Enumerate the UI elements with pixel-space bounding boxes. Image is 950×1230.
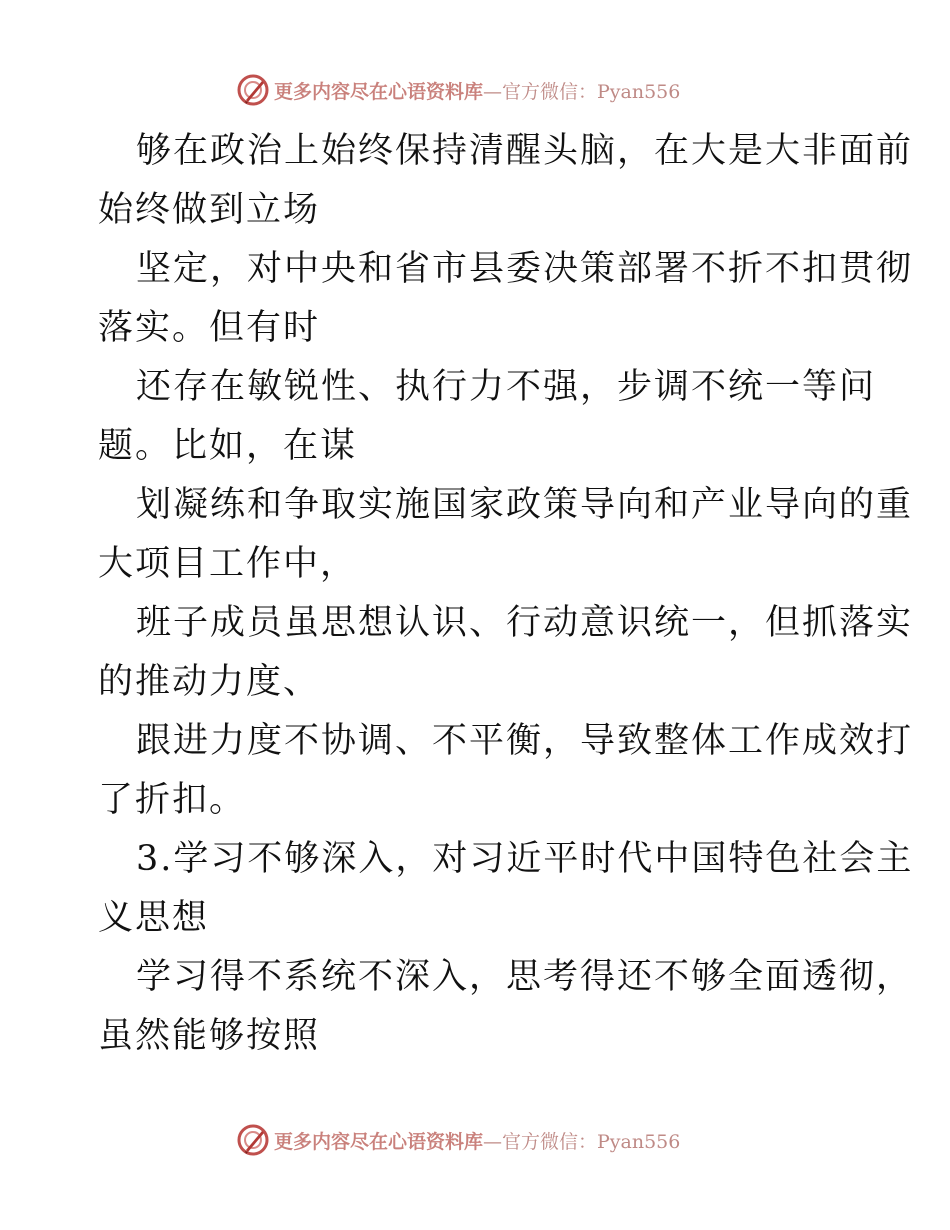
paragraph (98, 830, 914, 948)
paragraph (98, 358, 877, 476)
text-line: 始终做到立场 (98, 190, 321, 230)
watermark-text (274, 1127, 680, 1154)
text-line: 还存在敏锐性、执行力不强，步调不统一等问 (136, 367, 877, 407)
text-line: 的推动力度、 (98, 662, 321, 702)
watermark-text (274, 77, 680, 104)
watermark-main: 更多内容尽在心语资料库 (274, 80, 484, 103)
watermark-main: 更多内容尽在心语资料库 (274, 1130, 484, 1153)
pen-logo-icon (236, 73, 270, 107)
watermark-sub: —官方微信：Pyan556 (483, 80, 681, 103)
text-line: 义思想 (98, 898, 210, 938)
text-line: 学习得不系统不深入，思考得还不够全面透彻， (136, 957, 914, 997)
text-line: 班子成员虽思想认识、行动意识统一，但抓落实 (136, 603, 914, 643)
text-line: 了折扣。 (98, 780, 247, 820)
footer-watermark (236, 1122, 736, 1158)
pen-logo-icon (236, 1123, 270, 1157)
text-line: 跟进力度不协调、不平衡，导致整体工作成效打 (136, 721, 914, 761)
paragraph (98, 594, 914, 712)
header-watermark (236, 72, 736, 108)
text-line: 够在政治上始终保持清醒头脑，在大是大非面前 (136, 131, 914, 171)
watermark-sub: —官方微信：Pyan556 (483, 1130, 681, 1153)
text-line: 题。比如，在谋 (98, 426, 358, 466)
paragraph (98, 712, 914, 830)
text-line: 划凝练和争取实施国家政策导向和产业导向的重 (136, 485, 914, 525)
paragraph (98, 122, 914, 240)
paragraph (98, 948, 914, 1066)
text-line: 坚定，对中央和省市县委决策部署不折不扣贯彻 (136, 249, 914, 289)
text-line: 3.学习不够深入，对习近平时代中国特色社会主 (136, 839, 914, 879)
paragraph (98, 476, 914, 594)
text-line: 落实。但有时 (98, 308, 321, 348)
text-line: 大项目工作中， (98, 544, 358, 584)
body-text (98, 122, 914, 1066)
paragraph (98, 240, 914, 358)
text-line: 虽然能够按照 (98, 1016, 321, 1056)
